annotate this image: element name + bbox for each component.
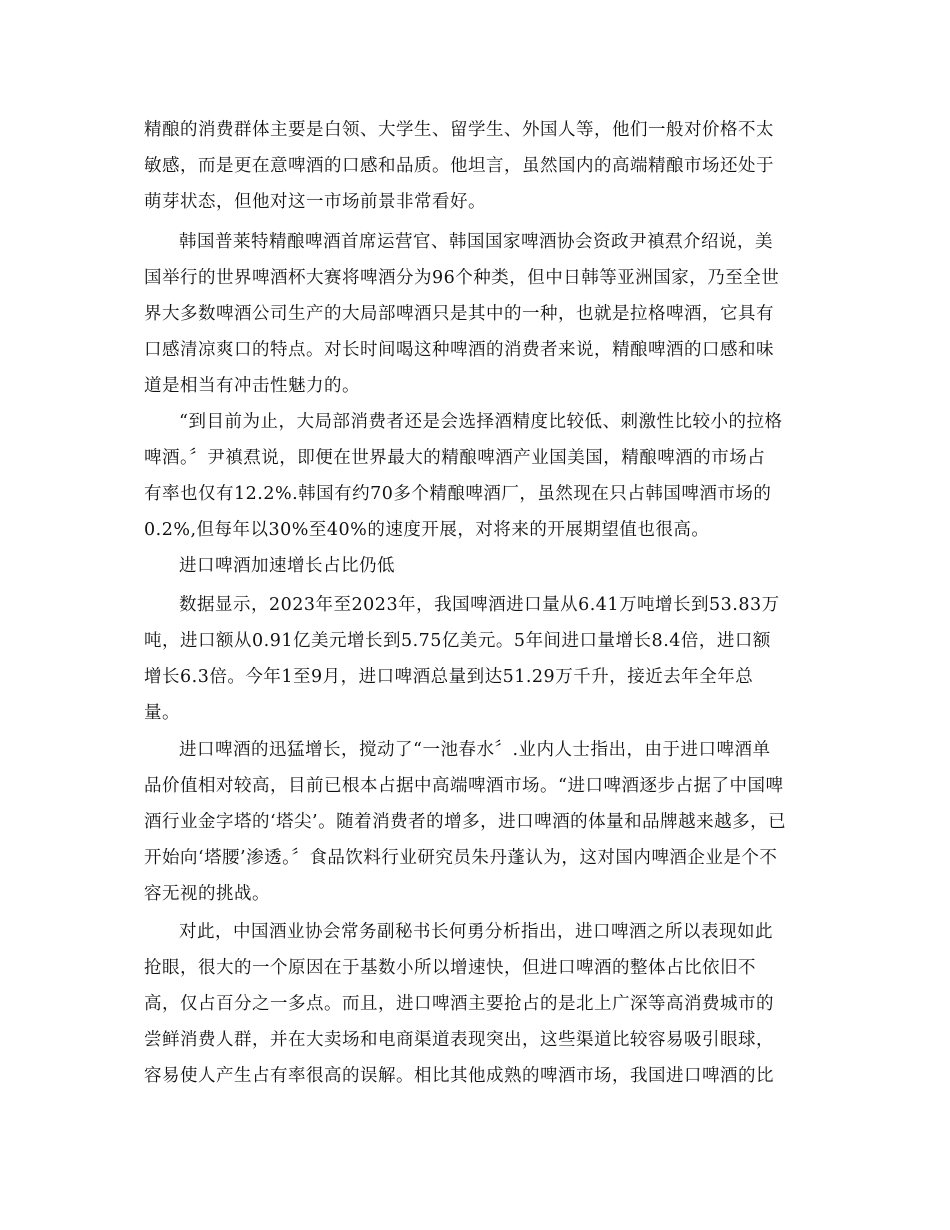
text-line: 尝鲜消费人群，并在大卖场和电商渠道表现突出，这些渠道比较容易吸引眼球， — [144, 1030, 774, 1050]
text-line: 容无视的挑战。 — [144, 884, 270, 904]
text-line: 进口啤酒的迅猛增长，搅动了“一池春水〞.业内人士指出，由于进口啤酒单 — [179, 740, 771, 760]
text-line: 高，仅占百分之一多点。而且，进口啤酒主要抢占的是北上广深等高消费城市的 — [144, 994, 774, 1014]
text-line: 国举行的世界啤酒杯大赛将啤酒分为96个种类，但中日韩等亚洲国家，乃至全世 — [144, 268, 780, 288]
text-line: 0.2%,但每年以30%至40%的速度开展，对将来的开展期望值也很高。 — [144, 520, 710, 540]
section-heading: 进口啤酒加速增长占比仍低 — [179, 556, 395, 576]
text-line: 萌芽状态，但他对这一市场前景非常看好。 — [144, 192, 486, 212]
text-line: 界大多数啤酒公司生产的大局部啤酒只是其中的一种，也就是拉格啤酒，它具有 — [144, 304, 774, 324]
text-line: “到目前为止，大局部消费者还是会选择酒精度比较低、刺激性比较小的拉格 — [179, 412, 783, 432]
text-line: 精酿的消费群体主要是白领、大学生、留学生、外国人等，他们一般对价格不太 — [144, 120, 774, 140]
text-line: 容易使人产生占有率很高的误解。相比其他成熟的啤酒市场，我国进口啤酒的比 — [144, 1066, 774, 1086]
text-line: 啤酒。〞尹禛焄说，即便在世界最大的精酿啤酒产业国美国，精酿啤酒的市场占 — [144, 448, 766, 468]
text-line: 抢眼，很大的一个原因在于基数小所以增速快，但进口啤酒的整体占比依旧不 — [144, 958, 756, 978]
text-line: 对此，中国酒业协会常务副秘书长何勇分析指出，进口啤酒之所以表现如此 — [179, 922, 773, 942]
text-line: 数据显示，2023年至2023年，我国啤酒进口量从6.41万吨增长到53.83万 — [179, 595, 780, 615]
text-line: 口感清凉爽口的特点。对长时间喝这种啤酒的消费者来说，精酿啤酒的口感和味 — [144, 340, 774, 360]
text-line: 品价值相对较高，目前已根本占据中高端啤酒市场。“进口啤酒逐步占据了中国啤 — [144, 776, 784, 796]
text-line: 道是相当有冲击性魅力的。 — [144, 376, 360, 396]
text-line: 增长6.3倍。今年1至9月，进口啤酒总量到达51.29万千升，接近去年全年总 — [144, 667, 754, 687]
text-line: 吨，进口额从0.91亿美元增长到5.75亿美元。5年间进口量增长8.4倍，进口额 — [144, 631, 771, 651]
text-line: 韩国普莱特精酿啤酒首席运营官、韩国国家啤酒协会资政尹禛焄介绍说，美 — [179, 232, 773, 252]
text-line: 敏感，而是更在意啤酒的口感和品质。他坦言，虽然国内的高端精酿市场还处于 — [144, 156, 774, 176]
text-line: 有率也仅有12.2%.韩国有约70多个精酿啤酒厂，虽然现在只占韩国啤酒市场的 — [144, 484, 772, 504]
text-line: 酒行业金字塔的‘塔尖’。随着消费者的增多，进口啤酒的体量和品牌越来越多，已 — [144, 812, 787, 832]
text-line: 量。 — [144, 703, 180, 723]
text-line: 开始向‘塔腰’渗透。〞食品饮料行业研究员朱丹蓬认为，这对国内啤酒企业是个不 — [144, 848, 778, 868]
